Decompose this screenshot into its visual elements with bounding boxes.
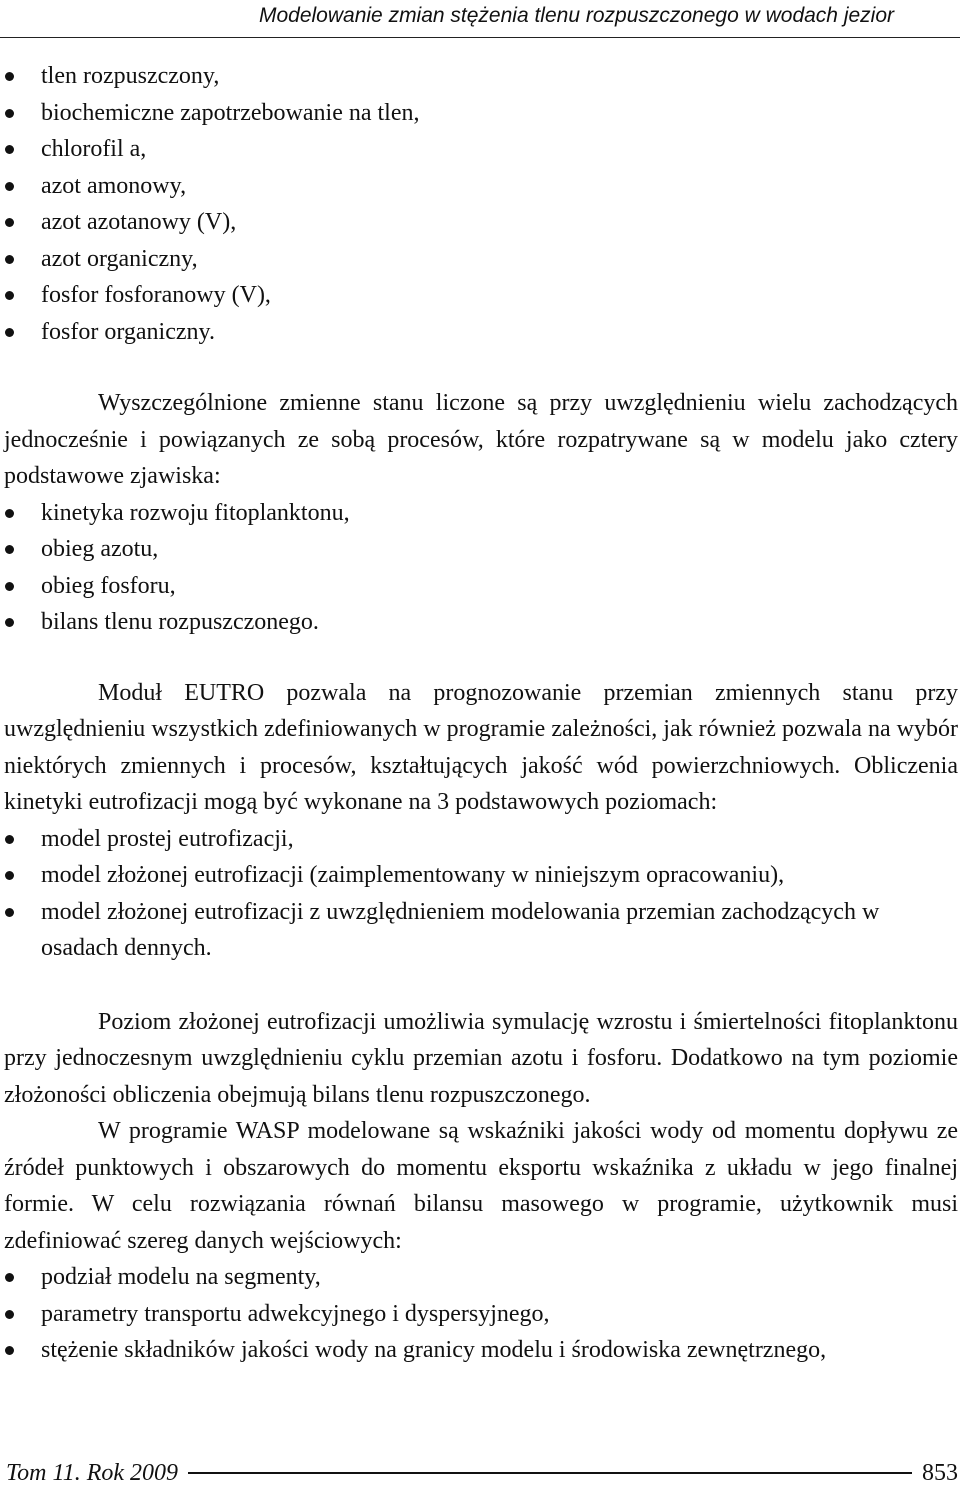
paragraph: W programie WASP modelowane są wskaźniki jakości wody od momentu dopływu ze źródeł punktowych i obszarowych do momentu eksportu wskaźnika z układu w jego finalnej formie. W celu rozwiązania równań bilansu masowego w programie, użytkownik musi zdefiniować szereg danych wejściowych:	[4, 1118, 958, 1254]
list-item: fosfor organiczny.	[4, 314, 958, 351]
paragraph: Wyszczególnione zmienne stanu liczone są przy uwzględnieniu wielu zachodzących jednocześnie i powiązanych ze sobą procesów, które rozpatrywane są w modelu jako cztery podstawowe zjawiska:	[4, 390, 958, 489]
list-item: kinetyka rozwoju fitoplanktonu,	[4, 495, 958, 532]
list-item: bilans tlenu rozpuszczonego.	[4, 604, 958, 641]
processes-list	[4, 495, 958, 641]
list-item: parametry transportu adwekcyjnego i dyspersyjnego,	[4, 1296, 958, 1333]
list-item: chlorofil a,	[4, 131, 958, 168]
eutrophication-levels-list	[4, 821, 958, 967]
paragraph: Poziom złożonej eutrofizacji umożliwia symulację wzrostu i śmiertelności fitoplanktonu przy jednoczesnym uwzględnieniu cyklu przemian azotu i fosforu. Dodatkowo na tym poziomie złożoności obliczenia obejmują bilans tlenu rozpuszczonego.	[4, 1008, 958, 1108]
list-item: azot organiczny,	[4, 241, 958, 278]
running-header	[0, 0, 960, 38]
list-item: tlen rozpuszczony,	[4, 58, 958, 95]
page-number: 853	[922, 1459, 958, 1486]
list-item: azot azotanowy (V),	[4, 204, 958, 241]
page-footer	[6, 1458, 958, 1488]
header-title: Modelowanie zmian stężenia tlenu rozpuszczonego w wodach jezior	[258, 4, 894, 27]
list-item: fosfor fosforanowy (V),	[4, 277, 958, 314]
list-item: obieg fosforu,	[4, 568, 958, 605]
footer-rule	[188, 1472, 912, 1474]
list-item: podział modelu na segmenty,	[4, 1259, 958, 1296]
wasp-section	[4, 1004, 958, 1369]
list-item: model prostej eutrofizacji,	[4, 821, 958, 858]
state-variables-list	[4, 58, 958, 350]
list-item: obieg azotu,	[4, 531, 958, 568]
list-item: biochemiczne zapotrzebowanie na tlen,	[4, 95, 958, 132]
list-item: model złożonej eutrofizacji (zaimplementowany w niniejszym opracowaniu),	[4, 857, 958, 894]
input-data-list	[4, 1259, 958, 1369]
eutro-section	[4, 675, 958, 967]
volume-label: Tom 11. Rok 2009	[6, 1459, 179, 1486]
list-item: model złożonej eutrofizacji z uwzględnieniem modelowania przemian zachodzących w osadach dennych.	[4, 894, 958, 967]
list-item: stężenie składników jakości wody na granicy modelu i środowiska zewnętrznego,	[4, 1332, 958, 1369]
list-item: azot amonowy,	[4, 168, 958, 205]
processes-section	[4, 385, 958, 641]
paragraph: Moduł EUTRO pozwala na prognozowanie przemian zmiennych stanu przy uwzględnieniu wszystkich zdefiniowanych w programie zależności, jak również pozwala na wybór niektórych zmiennych i procesów, kształtujących jakość wód powierzchniowych. Obliczenia kinetyki eutrofizacji mogą być wykonane na 3 podstawowych poziomach:	[4, 679, 958, 815]
page-body	[4, 58, 958, 1369]
